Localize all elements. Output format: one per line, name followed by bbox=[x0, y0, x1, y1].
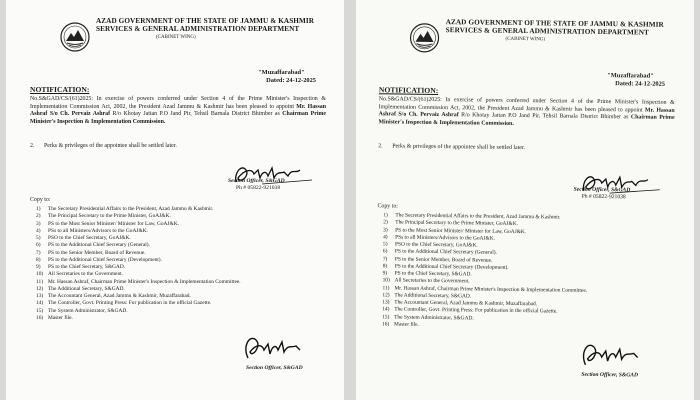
letterhead-line1: AZAD GOVERNMENT OF THE STATE OF JAMMU & KASHMIR bbox=[96, 17, 315, 25]
list-item: 13) The Accountant General, Azad Jammu & Kashmir, Muzaffarabad. bbox=[382, 299, 538, 308]
notification-paragraph bbox=[30, 96, 326, 126]
date-text: Dated: 24-12-2025 bbox=[266, 77, 316, 84]
bottom-signature-title: Section Officer, S&GAD bbox=[246, 365, 303, 371]
signature-title: Section Officer, S&GAD bbox=[573, 186, 631, 194]
letterhead-line2: SERVICES & GENERAL ADMINISTRATION DEPARTMENT bbox=[96, 25, 300, 34]
bottom-signature-block bbox=[581, 372, 638, 380]
letterhead bbox=[445, 18, 675, 45]
bottom-signature-mark bbox=[240, 332, 310, 366]
list-item: 3) PS to the Most Senior Minister/ Minister for Law, GoAJ&K. bbox=[383, 226, 527, 235]
para2-number: 2. bbox=[378, 143, 383, 150]
signature-phone: Ph # 05822-921038 bbox=[581, 193, 626, 201]
list-item: 6) PS to the Additional Chief Secretary (General). bbox=[382, 248, 497, 256]
list-item: 5) PSO to the Chief Secretary, GoAJ&K. bbox=[382, 241, 478, 249]
list-item: 4) PSs to all Ministers/Advisors to the GoAJ&K. bbox=[36, 227, 148, 234]
list-item: 11) Mr. Hassan Ashraf, Chairman Prime Minister's Inspection & Implementation Committee. bbox=[382, 284, 588, 294]
list-item: 12) The Additional Secretary, S&GAD. bbox=[382, 292, 472, 300]
list-item: 9) PS to the Chief Secretary, S&GAD. bbox=[36, 264, 126, 270]
appointee-post: Chairman Prime Minister's Inspection & Implementation Commission. bbox=[30, 111, 326, 125]
list-item: 10) All Secretaries to the Government. bbox=[36, 271, 123, 278]
government-emblem-icon bbox=[60, 22, 90, 52]
list-item: 8) PS to the Additional Chief Secretary (Development). bbox=[382, 263, 509, 271]
document-page-right bbox=[356, 0, 694, 400]
copy-to-label: Copy to: bbox=[30, 197, 51, 203]
list-item: 6) PS to the Additional Chief Secretary (General). bbox=[36, 242, 150, 249]
list-item: 15) The System Administrator, S&GAD. bbox=[382, 313, 474, 321]
place-text: "Muzaffarabad" bbox=[607, 72, 654, 80]
bottom-signature-title: Section Officer, S&GAD bbox=[581, 371, 639, 379]
notification-paragraph bbox=[378, 96, 674, 130]
para2-text: Perks & privileges of the appointee shall be settled later. bbox=[392, 143, 526, 152]
letterhead-line3: (CABINET WING) bbox=[156, 34, 196, 40]
list-item: 15) The System Administrator, S&GAD. bbox=[36, 307, 128, 314]
list-item: 13) The Accountant General, Azad Jammu & Kashmir, Muzaffarabad. bbox=[36, 293, 191, 299]
appointee-name: Mr. Hassan Ashraf S/o Ch. Pervaiz Ashraf bbox=[378, 107, 675, 119]
para-intro: No.S&GAD/CS/(61)2025: In exercise of powers conferred under Section 4 of the Prime Minister's Inspection & Implementation Commission Act, 2002, the President Azad Jammu & Kashmir has been pleased to appoint bbox=[30, 96, 326, 110]
document-page-left bbox=[6, 0, 344, 400]
list-item: 8) PS to the Additional Chief Secretary (Development). bbox=[36, 256, 162, 263]
list-item: 7) PS to the Senior Member, Board of Revenue. bbox=[36, 249, 146, 256]
government-emblem-icon bbox=[409, 23, 439, 53]
list-item: 16) Master file. bbox=[36, 314, 73, 321]
signature-phone: Ph # 05822-921038 bbox=[236, 185, 281, 191]
list-item: 1) The Secretary Presidential Affairs to the President, Azad Jammu & Kashmir. bbox=[383, 212, 561, 221]
list-item: 3) PS to the Most Senior Minister/ Minister for Law, GoAJ&K. bbox=[36, 220, 179, 227]
list-item: 16) Master file. bbox=[382, 321, 419, 328]
letterhead bbox=[96, 17, 326, 41]
date-text: Dated: 24-12-2025 bbox=[615, 80, 666, 88]
list-item: 2) The Principal Secretary to the Prime Minister, GoAJ&K. bbox=[36, 213, 171, 220]
para2-number: 2. bbox=[30, 143, 35, 149]
list-item: 7) PS to the Senior Member, Board of Revenue. bbox=[382, 255, 493, 264]
list-item: 2) The Principal Secretary to the Prime Minister, GoAJ&K. bbox=[383, 219, 519, 228]
appointee-post: Chairman Prime Minister's Inspection & Implementation Commission. bbox=[378, 114, 675, 127]
list-item: 4) PSs to all Ministers/Advisors to the GoAJ&K. bbox=[383, 234, 496, 242]
perks-paragraph bbox=[30, 143, 326, 150]
list-item: 9) PS to the Chief Secretary, S&GAD. bbox=[382, 270, 472, 278]
perks-paragraph bbox=[378, 143, 674, 154]
list-item: 12) The Additional Secretary, S&GAD. bbox=[36, 285, 125, 292]
letterhead-line3: (CABINET WING) bbox=[505, 36, 546, 43]
list-item: 5) PSO to the Chief Secretary, GoAJ&K. bbox=[36, 235, 131, 241]
signature-block bbox=[228, 178, 285, 192]
letterhead-line2: SERVICES & GENERAL ADMINISTRATION DEPARTMENT bbox=[445, 26, 649, 37]
letterhead-line1: AZAD GOVERNMENT OF THE STATE OF JAMMU & KASHMIR bbox=[445, 18, 664, 29]
para-mid: R/o Khotay Jattan P.O Jand Pir, Tehsil Barnala District Bhimber as bbox=[458, 112, 631, 121]
list-item: 14) The Controller, Govt. Printing Press: For publication in the official Gazette. bbox=[36, 300, 212, 307]
place-and-date bbox=[607, 72, 665, 89]
para-mid: R/o Khotay Jattan P.O Jand Pir, Tehsil Barnala District Bhimber as bbox=[110, 111, 283, 118]
notification-title: NOTIFICATION: bbox=[30, 85, 90, 94]
place-text: "Muzaffarabad" bbox=[258, 69, 305, 76]
copy-list bbox=[382, 212, 683, 332]
bottom-signature-block bbox=[246, 365, 303, 372]
signature-block bbox=[574, 187, 631, 202]
appointee-name: Mr. Hassan Ashraf S/o Ch. Pervaiz Ashraf bbox=[30, 103, 326, 118]
place-and-date bbox=[258, 69, 316, 85]
list-item: 1) The Secretary Presidential Affairs to the President, Azad Jammu & Kashmir. bbox=[36, 206, 214, 212]
list-item: 14) The Controller, Govt. Printing Press: For publication in the official Gazette. bbox=[382, 306, 558, 315]
para-intro: No.S&GAD/CS/(61)2025: In exercise of powers conferred under Section 4 of the Prime Minister's Inspection & Implementation Commission Act, 2002, the President Azad Jammu & Kashmir has been pleased to appoint bbox=[378, 96, 675, 114]
bottom-signature-mark bbox=[577, 339, 647, 374]
notification-title: NOTIFICATION: bbox=[378, 85, 439, 96]
copy-to-label: Copy to: bbox=[377, 203, 398, 210]
signature-title: Section Officer, S&GAD bbox=[228, 178, 285, 184]
list-item: 11) Mr. Hassan Ashraf, Chairman Prime Minister's Inspection & Implementation Committee. bbox=[36, 278, 241, 285]
list-item: 10) All Secretaries to the Government. bbox=[382, 277, 470, 285]
para2-text: Perks & privileges of the appointee shall be settled later. bbox=[44, 143, 177, 149]
copy-list bbox=[36, 206, 336, 322]
